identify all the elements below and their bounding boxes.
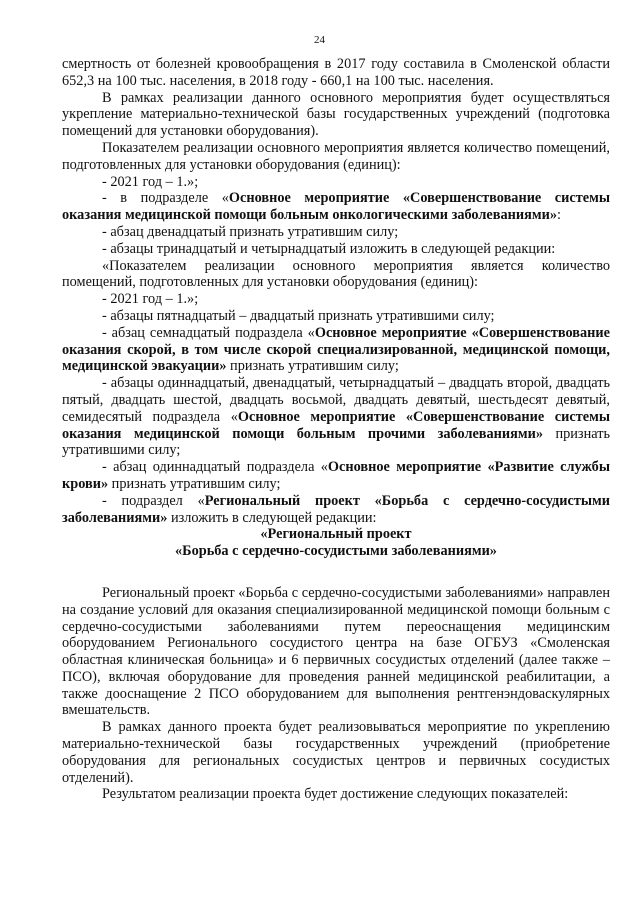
subsection-title: Основное мероприятие «Совершенствование оказания скорой, в том числе скорой специализированной, медицинской помощи, медицинской эвакуации» bbox=[62, 324, 610, 375]
list-item: - 2021 год – 1.»; bbox=[102, 173, 199, 190]
document-body bbox=[62, 56, 610, 803]
list-item bbox=[62, 459, 610, 493]
text-run: - абзац одиннадцатый подраздела « bbox=[102, 459, 328, 476]
list-item: - 2021 год – 1.»; bbox=[102, 291, 199, 308]
subsection-title: Основное мероприятие «Совершенствование системы оказания медицинской помощи больным прочими заболеваниями» bbox=[62, 408, 610, 442]
subsection-title: Основное мероприятие «Развитие службы крови» bbox=[62, 459, 610, 492]
text-run: - абзацы одиннадцатый, двенадцатый, четырнадцатый – двадцать второй, двадцать пятый, двадцать шестой, двадцать восьмой, двадцать девятый, шестьдесят девятый, семидесятый подраздела « bbox=[62, 375, 610, 425]
text-run: признать утратившим силу; bbox=[226, 358, 399, 375]
section-heading-line: «Борьба с сердечно-сосудистыми заболеваниями» bbox=[175, 543, 497, 560]
page-number: 24 bbox=[314, 34, 325, 46]
paragraph: Результатом реализации проекта будет достижение следующих показателей: bbox=[102, 786, 569, 803]
text-run: изложить в следующей редакции: bbox=[167, 509, 377, 526]
list-item bbox=[62, 190, 610, 224]
list-item bbox=[62, 493, 610, 527]
text-run: - абзац семнадцатый подраздела « bbox=[102, 324, 315, 341]
paragraph: смертность от болезней кровообращения в 2017 году составила в Смоленской области 652,3 на 100 тыс. населения, в 2018 году - 660,1 на 100 тыс. населения. bbox=[62, 56, 610, 89]
section-heading bbox=[62, 526, 610, 543]
paragraph: Региональный проект «Борьба с сердечно-сосудистыми заболеваниями» направлен на создание условий для оказания специализированной медицинской помощи больным с сердечно-сосудистыми заболеваниями путем переоснащения медицинским оборудованием Регионального сосудистого центра на базе ОГБУЗ «Смоленская областная клиническая больница» и 6 первичных сосудистых отделений (далее также – ПСО), включая оборудование для проведения ранней медицинской реабилитации, а также дооснащение 2 ПСО оборудованием для выполнения рентгенэндоваскулярных вмешательств. bbox=[62, 584, 610, 719]
list-item: - абзац двенадцатый признать утратившим силу; bbox=[102, 223, 399, 240]
text-run: - подраздел « bbox=[102, 492, 205, 509]
text-run: : bbox=[556, 207, 561, 224]
list-item: - абзацы пятнадцатый – двадцатый признать утратившими силу; bbox=[102, 307, 495, 324]
paragraph: В рамках данного проекта будет реализовываться мероприятие по укреплению материально-технической базы государственных учреждений (приобретение оборудования для региональных сосудистых центров и первичных сосудистых отделений). bbox=[62, 719, 610, 786]
section-heading-line: «Региональный проект bbox=[260, 526, 412, 543]
text-run: признать утратившим силу; bbox=[108, 475, 281, 492]
paragraph: «Показателем реализации основного мероприятия является количество помещений, подготовленных для установки оборудования (единиц): bbox=[62, 257, 610, 291]
text-run: - в подразделе « bbox=[102, 190, 229, 207]
list-item bbox=[62, 375, 610, 459]
paragraph: Показателем реализации основного мероприятия является количество помещений, подготовленных для установки оборудования (единиц): bbox=[62, 139, 610, 173]
subsection-title: Региональный проект «Борьба с сердечно-сосудистыми заболеваниями» bbox=[62, 492, 611, 526]
subsection-title: Основное мероприятие «Совершенствование системы оказания медицинской помощи больным онкологическими заболеваниями» bbox=[62, 190, 611, 224]
list-item bbox=[62, 325, 610, 375]
spacer bbox=[62, 560, 610, 585]
list-item: - абзацы тринадцатый и четырнадцатый изложить в следующей редакции: bbox=[102, 240, 556, 257]
text-run: признать утратившими силу; bbox=[62, 425, 610, 459]
section-heading bbox=[62, 543, 610, 560]
paragraph: В рамках реализации данного основного мероприятия будет осуществляться укрепление материально-технической базы государственных учреждений (подготовка помещений для установки оборудования). bbox=[62, 89, 610, 140]
